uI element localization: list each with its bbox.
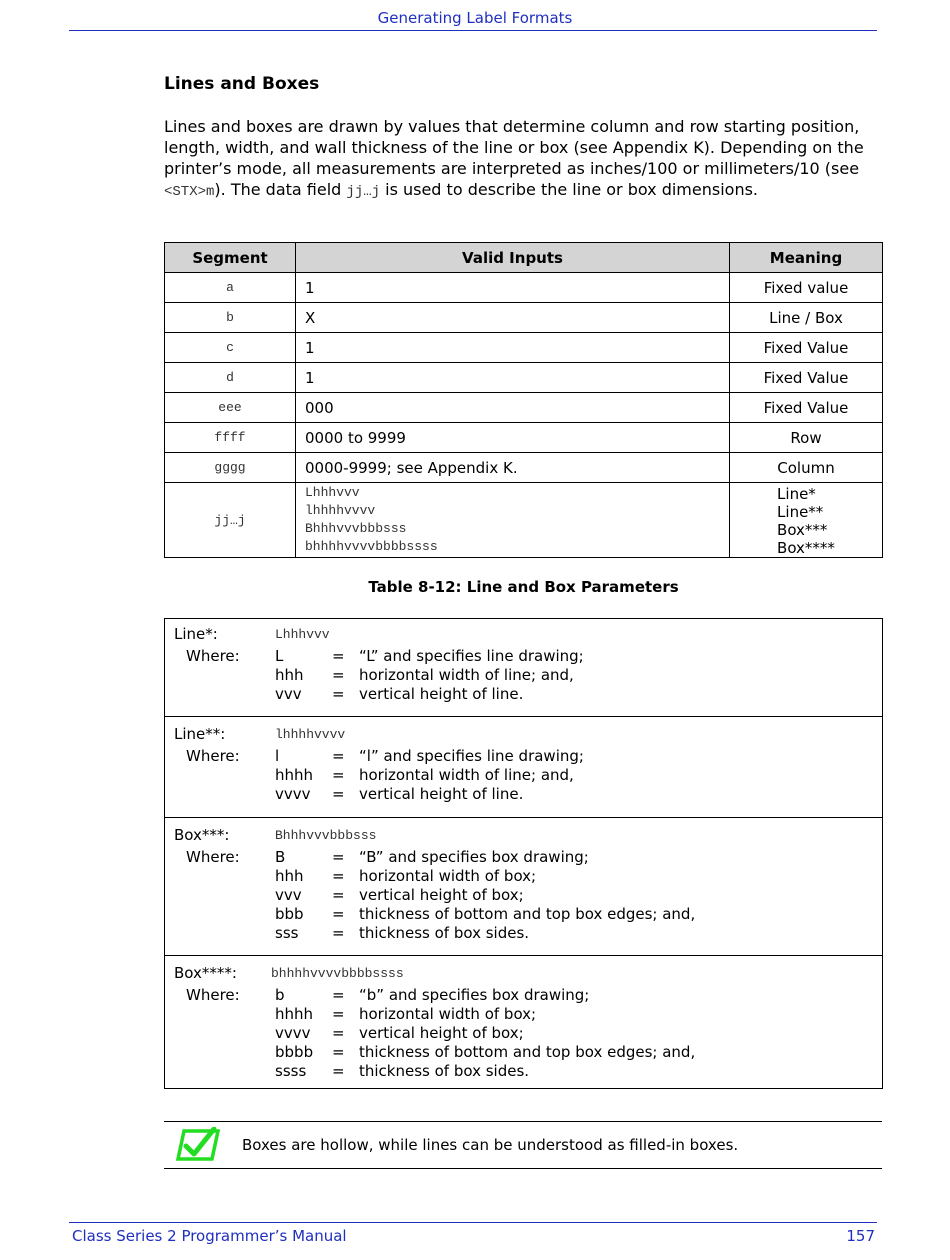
table-row <box>165 453 883 483</box>
definition-lines <box>165 647 882 704</box>
definition-row <box>165 1043 882 1062</box>
intro-code-field: jj…j <box>346 184 381 200</box>
definition-row <box>165 666 882 685</box>
row-symbol: bbbb <box>275 1043 314 1061</box>
row-description: thickness of box sides. <box>359 924 530 942</box>
segment-cell: a <box>165 273 296 303</box>
row-symbol: vvvv <box>275 785 311 803</box>
row-description: vertical height of line. <box>359 685 524 703</box>
meaning-cell <box>730 483 883 558</box>
meaning-cell: Fixed Value <box>730 393 883 423</box>
definition-label: Box****: <box>174 964 237 982</box>
definition-row <box>165 867 882 886</box>
meaning-cell: Fixed Value <box>730 333 883 363</box>
definition-row <box>165 886 882 905</box>
inputs-cell: 1 <box>296 273 730 303</box>
footer-rule <box>69 1222 877 1223</box>
table-header-row <box>165 243 883 273</box>
meaning-line: Box**** <box>777 539 835 557</box>
meaning-cell: Fixed Value <box>730 363 883 393</box>
definition-code: Lhhhvvv <box>275 627 330 642</box>
row-equals: = <box>332 766 345 784</box>
meaning-cell: Row <box>730 423 883 453</box>
definition-row <box>165 848 882 867</box>
parameters-table <box>164 242 883 558</box>
row-symbol: b <box>275 986 285 1004</box>
definition-row <box>165 905 882 924</box>
definition-row <box>165 766 882 785</box>
definitions-panel <box>164 618 883 1089</box>
definition-row <box>165 924 882 943</box>
inputs-cell <box>296 483 730 558</box>
definition-line-star <box>165 619 882 717</box>
row-symbol: bbb <box>275 905 304 923</box>
definition-row <box>165 1005 882 1024</box>
where-label: Where: <box>186 986 240 1004</box>
row-description: “b” and specifies box drawing; <box>359 986 590 1004</box>
definition-label: Line*: <box>174 625 218 643</box>
definition-header <box>165 818 882 848</box>
definition-lines <box>165 747 882 804</box>
meaning-line: Box*** <box>777 521 828 539</box>
input-line: Lhhhvvv <box>305 485 360 500</box>
row-symbol: hhhh <box>275 1005 314 1023</box>
table-row <box>165 393 883 423</box>
note-box <box>164 1121 882 1169</box>
intro-text: is used to describe the line or box dimensions. <box>380 180 759 199</box>
row-equals: = <box>332 747 345 765</box>
meaning-cell: Fixed value <box>730 273 883 303</box>
row-equals: = <box>332 1043 345 1061</box>
where-label: Where: <box>186 647 240 665</box>
table-row <box>165 363 883 393</box>
segment-cell: b <box>165 303 296 333</box>
row-symbol: vvv <box>275 685 302 703</box>
row-equals: = <box>332 1062 345 1080</box>
row-description: horizontal width of box; <box>359 867 537 885</box>
row-symbol: l <box>275 747 280 765</box>
column-header: Segment <box>165 243 296 273</box>
table-row <box>165 483 883 558</box>
row-description: vertical height of line. <box>359 785 524 803</box>
segment-cell: jj…j <box>165 483 296 558</box>
row-symbol: hhhh <box>275 766 314 784</box>
definition-lines <box>165 848 882 943</box>
inputs-cell: 000 <box>296 393 730 423</box>
definition-row <box>165 747 882 766</box>
segment-cell: gggg <box>165 453 296 483</box>
meaning-line: Line** <box>777 503 824 521</box>
table-row <box>165 273 883 303</box>
segment-cell: eee <box>165 393 296 423</box>
segment-cell: ffff <box>165 423 296 453</box>
row-equals: = <box>332 647 345 665</box>
row-equals: = <box>332 905 345 923</box>
row-description: horizontal width of box; <box>359 1005 537 1023</box>
intro-code-stx: <STX>m <box>164 184 215 200</box>
row-description: vertical height of box; <box>359 886 524 904</box>
definition-line-double-star <box>165 717 882 818</box>
row-equals: = <box>332 986 345 1004</box>
definition-header <box>165 619 882 647</box>
row-equals: = <box>332 867 345 885</box>
definition-lines <box>165 986 882 1081</box>
inputs-cell: X <box>296 303 730 333</box>
row-symbol: vvv <box>275 886 302 904</box>
definition-code: Bhhhvvvbbbsss <box>275 828 377 843</box>
table-caption: Table 8-12: Line and Box Parameters <box>368 578 679 596</box>
definition-label: Line**: <box>174 725 226 743</box>
column-header: Meaning <box>730 243 883 273</box>
input-line: bhhhhvvvvbbbbssss <box>305 539 438 554</box>
row-equals: = <box>332 1005 345 1023</box>
column-header: Valid Inputs <box>296 243 730 273</box>
row-description: thickness of bottom and top box edges; and, <box>359 905 696 923</box>
row-symbol: B <box>275 848 286 866</box>
row-symbol: L <box>275 647 284 665</box>
definition-header <box>165 717 882 747</box>
row-symbol: hhh <box>275 666 304 684</box>
footer-manual-title: Class Series 2 Programmer’s Manual <box>72 1227 347 1245</box>
intro-text: ). The data field <box>214 180 347 199</box>
row-description: thickness of box sides. <box>359 1062 530 1080</box>
inputs-cell: 0000-9999; see Appendix K. <box>296 453 730 483</box>
definition-row <box>165 685 882 704</box>
inputs-cell: 1 <box>296 363 730 393</box>
intro-text: Lines and boxes are drawn by values that determine column and row starting position, length, width, and wall thickness of the line or box (see Appendix K). Depending on the printer’s mode, all measurements are interpreted as inches/100 or millimeters/10 (see <box>164 117 864 178</box>
segment-cell: d <box>165 363 296 393</box>
definition-row <box>165 647 882 666</box>
definition-row <box>165 1024 882 1043</box>
definition-box-quad-star <box>165 956 882 1088</box>
definition-code: lhhhhvvvv <box>275 727 346 742</box>
section-title: Lines and Boxes <box>164 74 320 94</box>
row-symbol: vvvv <box>275 1024 311 1042</box>
row-equals: = <box>332 1024 345 1042</box>
table-row <box>165 303 883 333</box>
header-rule <box>69 30 877 31</box>
page-number: 157 <box>846 1227 875 1245</box>
segment-cell: c <box>165 333 296 363</box>
meaning-line: Line* <box>777 485 816 503</box>
definition-row <box>165 986 882 1005</box>
running-header: Generating Label Formats <box>377 9 573 27</box>
table-row <box>165 423 883 453</box>
check-note-icon <box>176 1127 220 1163</box>
row-equals: = <box>332 785 345 803</box>
inputs-cell: 1 <box>296 333 730 363</box>
inputs-cell: 0000 to 9999 <box>296 423 730 453</box>
row-symbol: hhh <box>275 867 304 885</box>
definition-row <box>165 1062 882 1081</box>
definition-header <box>165 956 882 986</box>
row-symbol: ssss <box>275 1062 307 1080</box>
row-equals: = <box>332 924 345 942</box>
definition-code: bhhhhvvvvbbbbssss <box>271 966 404 981</box>
row-description: horizontal width of line; and, <box>359 666 574 684</box>
definition-row <box>165 785 882 804</box>
row-symbol: sss <box>275 924 299 942</box>
table-row <box>165 333 883 363</box>
meaning-cell: Column <box>730 453 883 483</box>
note-text: Boxes are hollow, while lines can be understood as filled-in boxes. <box>242 1136 739 1154</box>
meaning-stack <box>777 483 835 557</box>
row-equals: = <box>332 685 345 703</box>
row-description: horizontal width of line; and, <box>359 766 574 784</box>
row-equals: = <box>332 848 345 866</box>
row-equals: = <box>332 666 345 684</box>
row-description: vertical height of box; <box>359 1024 524 1042</box>
where-label: Where: <box>186 747 240 765</box>
where-label: Where: <box>186 848 240 866</box>
row-description: “l” and specifies line drawing; <box>359 747 584 765</box>
row-equals: = <box>332 886 345 904</box>
intro-paragraph <box>164 116 886 203</box>
meaning-cell: Line / Box <box>730 303 883 333</box>
input-line: Bhhhvvvbbbsss <box>305 521 407 536</box>
definition-label: Box***: <box>174 826 230 844</box>
input-line: lhhhhvvvv <box>305 503 376 518</box>
row-description: “B” and specifies box drawing; <box>359 848 589 866</box>
row-description: thickness of bottom and top box edges; and, <box>359 1043 696 1061</box>
row-description: “L” and specifies line drawing; <box>359 647 584 665</box>
definition-box-triple-star <box>165 818 882 956</box>
